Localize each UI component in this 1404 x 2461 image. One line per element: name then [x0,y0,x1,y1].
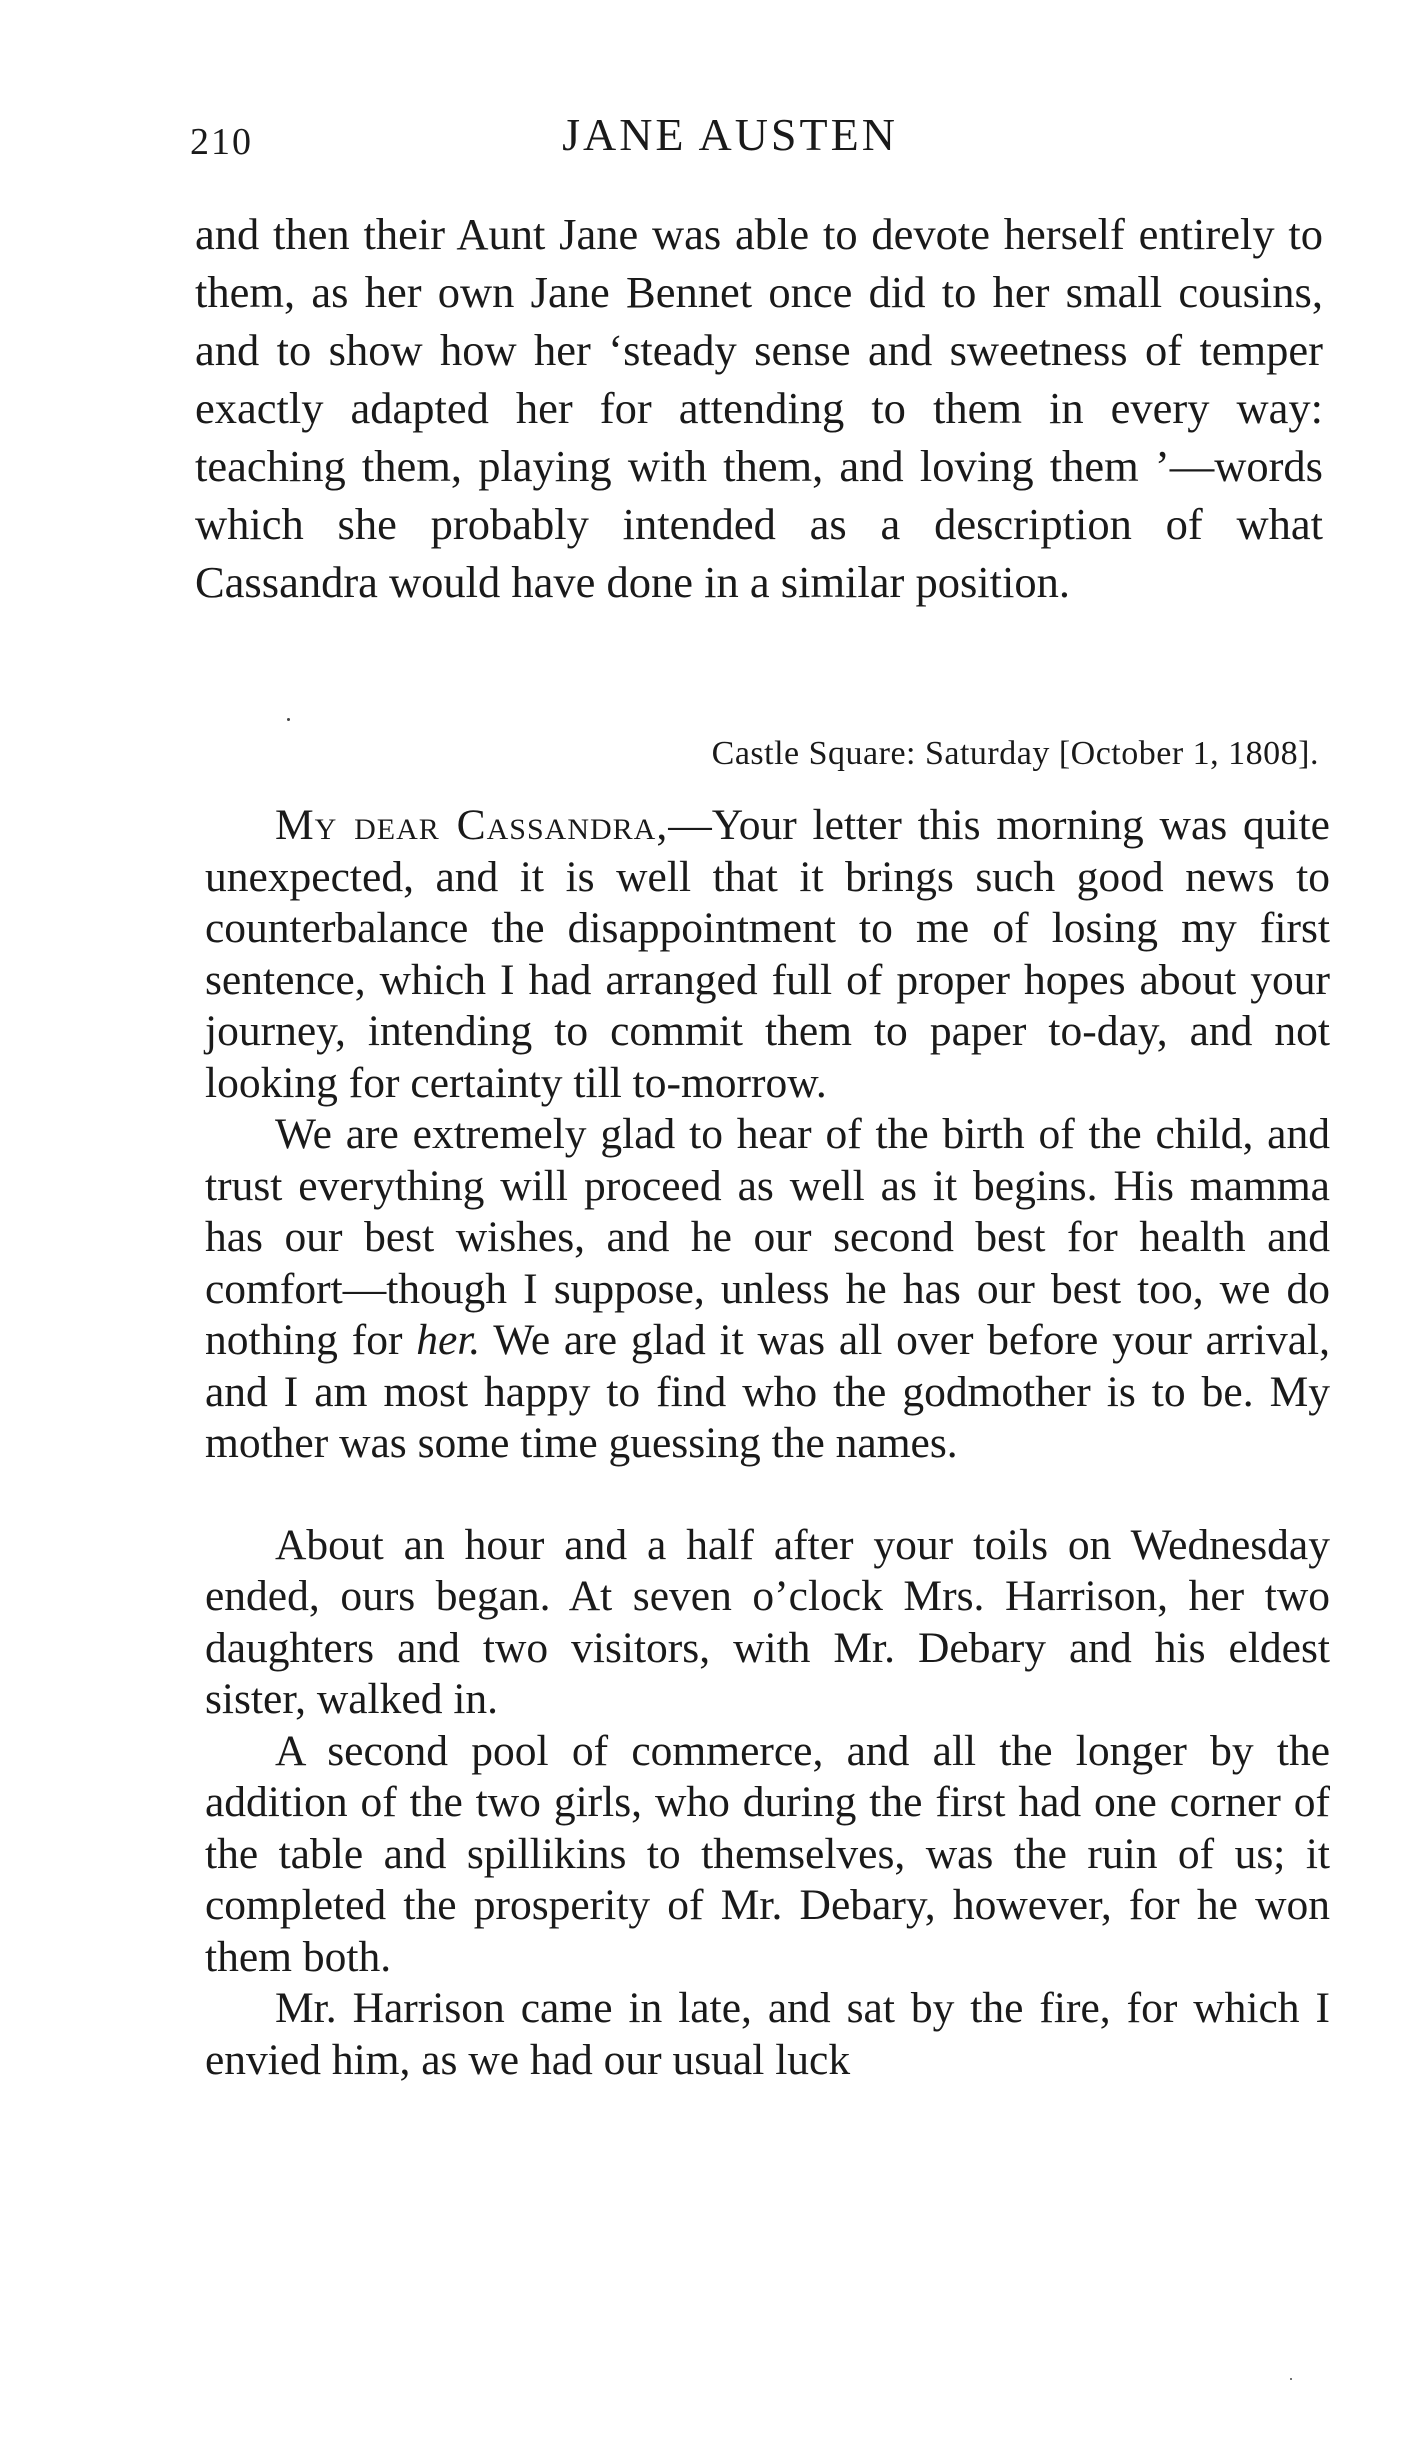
letter-paragraph-2 [205,1109,1330,1470]
running-head: JANE AUSTEN [562,109,898,160]
letter-paragraph-2-text-a: We are extremely glad to hear of the birth of the child, and trust everything will proceed as well as it begins. His mamma has our best wishes, and he our second best for health and comfort—though I suppose, unless he has our best too, we do nothing for [205,1110,1330,1364]
letter-paragraph-3: About an hour and a half after your toils on Wednesday ended, ours began. At seven o’clock Mrs. Harrison, her two daughters and two visitors, with Mr. Debary and his eldest sister, walked in. [205,1520,1330,1723]
letter-paragraph-1 [205,800,1330,1109]
intro-paragraph-block [195,205,1323,611]
letter-paragraph-2-italic: her. [416,1316,481,1364]
ink-speck [1290,2378,1292,2380]
letter-paragraph-4: A second pool of commerce, and all the longer by the addition of the two girls, who during the first had one corner of the table and spillikins to themselves, was the ruin of us; it completed the prosperity of Mr. Debary, however, for he won them both. [205,1726,1330,1981]
paragraph-gap [205,1470,1330,1520]
letter-dateline: Castle Square: Saturday [October 1, 1808]. [711,735,1319,772]
ink-speck [287,718,290,721]
letter-paragraph-1-text: —Your letter this morning was quite unexpected, and it is well that it brings such good news to counterbalance the disappointment to me of losing my first sentence, which I had arranged full of proper hopes about your journey, intending to commit them to paper to-day, and not looking for certainty till to-morrow. [205,801,1330,1107]
letter-paragraph-5: Mr. Harrison came in late, and sat by the fire, for which I envied him, as we had our usual luck [205,1984,1330,2084]
letter-body [205,800,1330,2086]
letter-salutation: My dear Cassandra, [275,801,669,849]
page-number: 210 [190,121,253,163]
intro-paragraph: and then their Aunt Jane was able to devote herself entirely to them, as her own Jane Bennet once did to her small cousins, and to show how her ‘steady sense and sweetness of temper exactly adapted her for attending to them in every way: teaching them, playing with them, and loving them ’—words which she probably intended as a description of what Cassandra would have done in a similar position. [195,209,1323,607]
page-header [190,108,1270,168]
letter-paragraph-2-text-b: We are glad it was all over before your arrival, and I am most happy to find who the godmother is to be. My mother was some time guessing the names. [205,1316,1330,1467]
